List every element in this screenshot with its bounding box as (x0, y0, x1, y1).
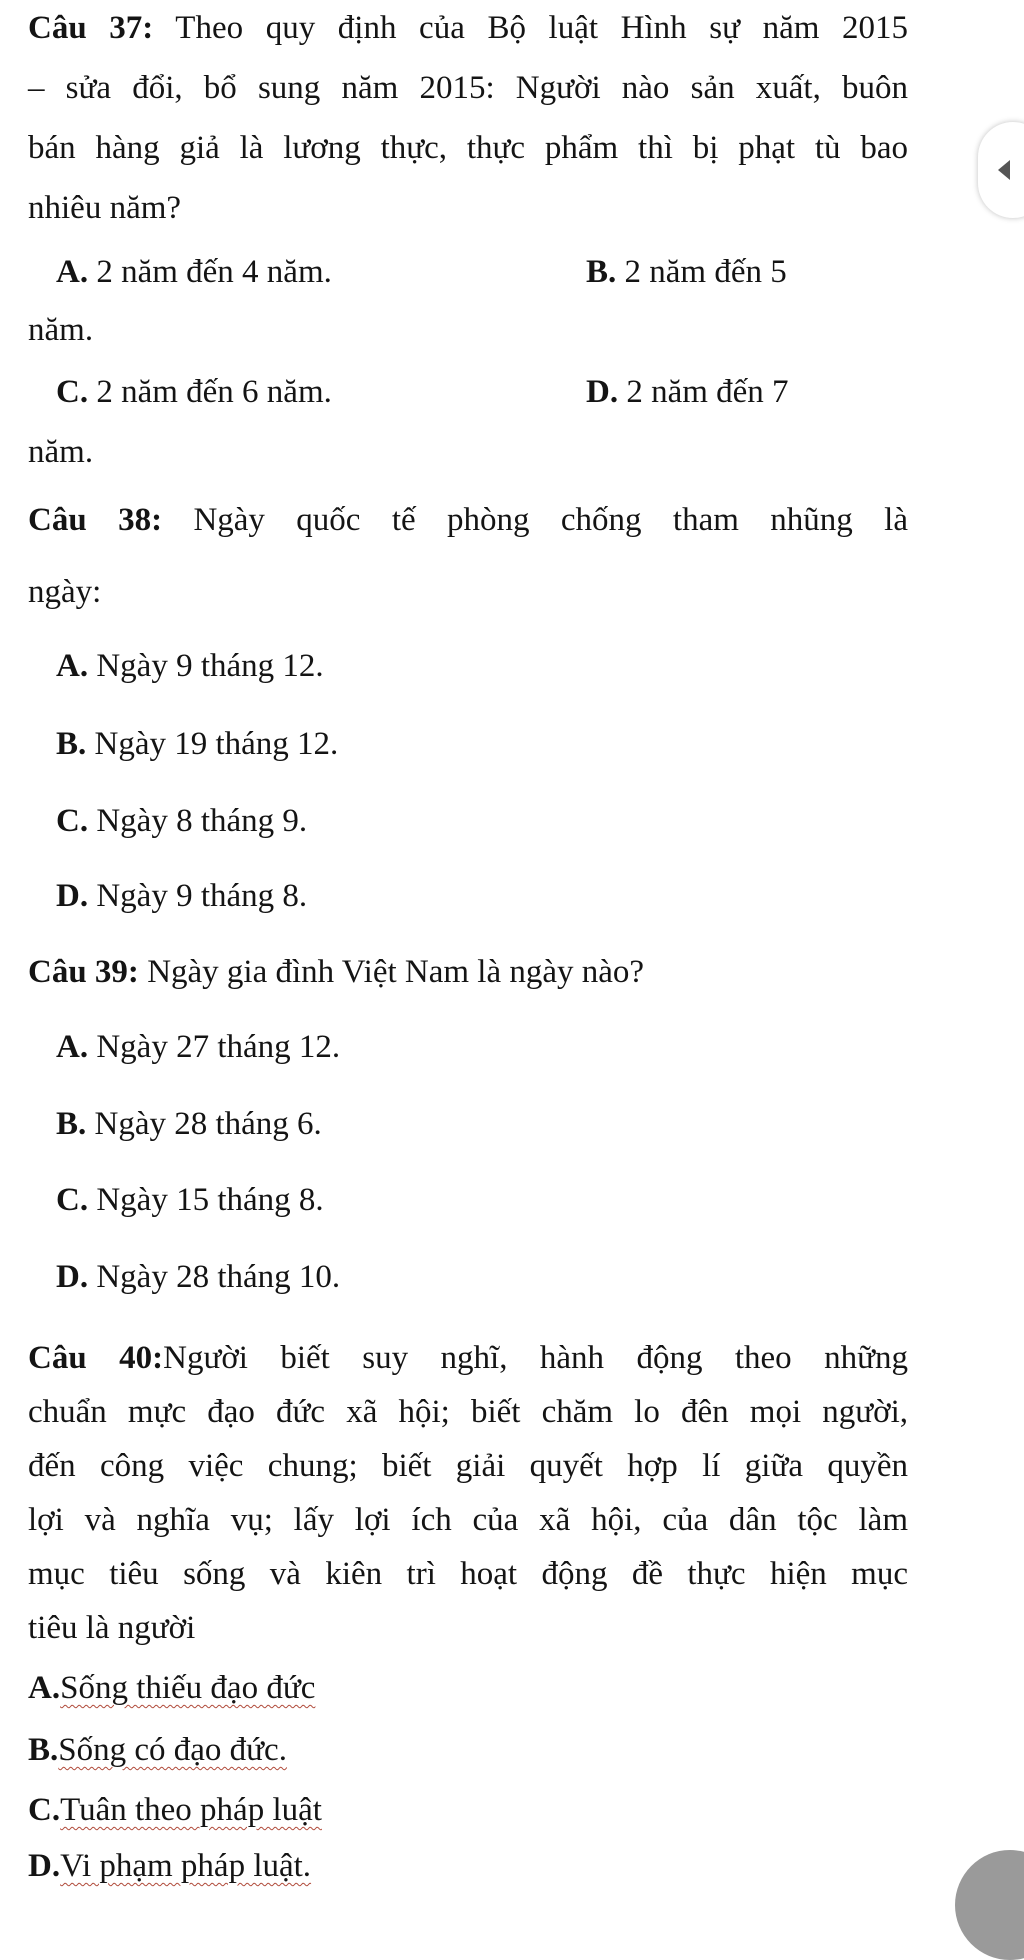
q40-text-1: Người biết suy nghĩ, hành động theo những (163, 1340, 908, 1376)
q38-line-2: ngày: (28, 574, 102, 610)
q40-line-2: chuẩn mực đạo đức xã hội; biết chăm lo đên mọi người, (28, 1394, 908, 1430)
side-panel-handle[interactable] (978, 122, 1024, 218)
q37-line-1 (28, 8, 908, 48)
q37-option-b-cont: năm. (28, 312, 94, 348)
q38-line-1 (28, 500, 908, 540)
q37-option-c (56, 372, 332, 412)
option-letter: B. (56, 726, 87, 762)
option-text: 2 năm đến 6 năm. (88, 374, 332, 410)
q40-line-3: đến công việc chung; biết giải quyết hợp lí giữa quyền (28, 1448, 908, 1484)
option-text: Sống có đạo đức. (58, 1732, 287, 1768)
option-text: Ngày 8 tháng 9. (88, 803, 308, 839)
option-letter: D. (56, 1259, 89, 1295)
q37-option-d (586, 372, 789, 412)
option-letter: D. (28, 1848, 61, 1884)
q37-option-b (586, 252, 787, 292)
option-text: 2 năm đến 7 (618, 374, 789, 410)
q40-label: Câu 40: (28, 1340, 164, 1376)
option-letter: C. (56, 1182, 89, 1218)
q38-text-1: Ngày quốc tế phòng chống tham nhũng là (162, 502, 908, 538)
q40-option-a (28, 1668, 315, 1708)
option-letter: A. (56, 254, 89, 290)
option-letter: A. (56, 1029, 89, 1065)
q40-line-4: lợi và nghĩa vụ; lấy lợi ích của xã hội, của dân tộc làm (28, 1502, 908, 1538)
option-text: Ngày 9 tháng 12. (88, 648, 324, 684)
q40-option-d (28, 1846, 311, 1886)
option-text: Ngày 19 tháng 12. (86, 726, 339, 762)
q40-option-b (28, 1730, 287, 1770)
q37-label: Câu 37: (28, 10, 154, 46)
q38-option-b (56, 724, 338, 764)
q39-label: Câu 39: (28, 954, 139, 990)
chevron-left-icon (998, 160, 1010, 180)
option-letter: D. (586, 374, 619, 410)
option-text: Ngày 28 tháng 10. (88, 1259, 341, 1295)
q38-option-d (56, 876, 307, 916)
q37-line-4: nhiêu năm? (28, 190, 182, 226)
option-letter: A. (56, 648, 89, 684)
option-text: Sống thiếu đạo đức (60, 1670, 316, 1706)
q38-option-c (56, 801, 307, 841)
option-text: Ngày 15 tháng 8. (88, 1182, 324, 1218)
option-letter: B. (56, 1106, 87, 1142)
option-letter: B. (586, 254, 617, 290)
q39-option-b (56, 1104, 322, 1144)
q37-text-1: Theo quy định của Bộ luật Hình sự năm 2015 (153, 10, 908, 46)
option-letter: C. (56, 374, 89, 410)
q37-option-d-cont: năm. (28, 434, 94, 470)
q39-option-c (56, 1180, 324, 1220)
q39-option-a (56, 1027, 340, 1067)
option-text: 2 năm đến 4 năm. (88, 254, 332, 290)
option-text: Tuân theo pháp luật (60, 1792, 322, 1828)
q38-option-a (56, 646, 324, 686)
option-text: Ngày 27 tháng 12. (88, 1029, 341, 1065)
q37-line-3: bán hàng giả là lương thực, thực phẩm thì bị phạt tù bao (28, 130, 908, 166)
q40-option-c (28, 1790, 322, 1830)
q40-line-6: tiêu là người (28, 1610, 196, 1646)
q39-option-d (56, 1257, 340, 1297)
q39-line-1 (28, 952, 644, 992)
option-text: Vi phạm pháp luật. (60, 1848, 312, 1884)
floating-action-button[interactable] (955, 1850, 1024, 1960)
option-text: Ngày 28 tháng 6. (86, 1106, 322, 1142)
option-letter: B. (28, 1732, 59, 1768)
q40-line-5: mục tiêu sống và kiên trì hoạt động đề thực hiện mục (28, 1556, 908, 1592)
q39-text-1: Ngày gia đình Việt Nam là ngày nào? (138, 954, 645, 990)
q38-label: Câu 38: (28, 502, 163, 538)
option-text: 2 năm đến 5 (616, 254, 787, 290)
option-letter: D. (56, 878, 89, 914)
option-letter: C. (56, 803, 89, 839)
q37-line-2: – sửa đổi, bổ sung năm 2015: Người nào sản xuất, buôn (28, 70, 908, 106)
q37-option-a (56, 252, 332, 292)
option-text: Ngày 9 tháng 8. (88, 878, 308, 914)
option-letter: A. (28, 1670, 61, 1706)
option-letter: C. (28, 1792, 61, 1828)
q40-line-1 (28, 1338, 908, 1378)
